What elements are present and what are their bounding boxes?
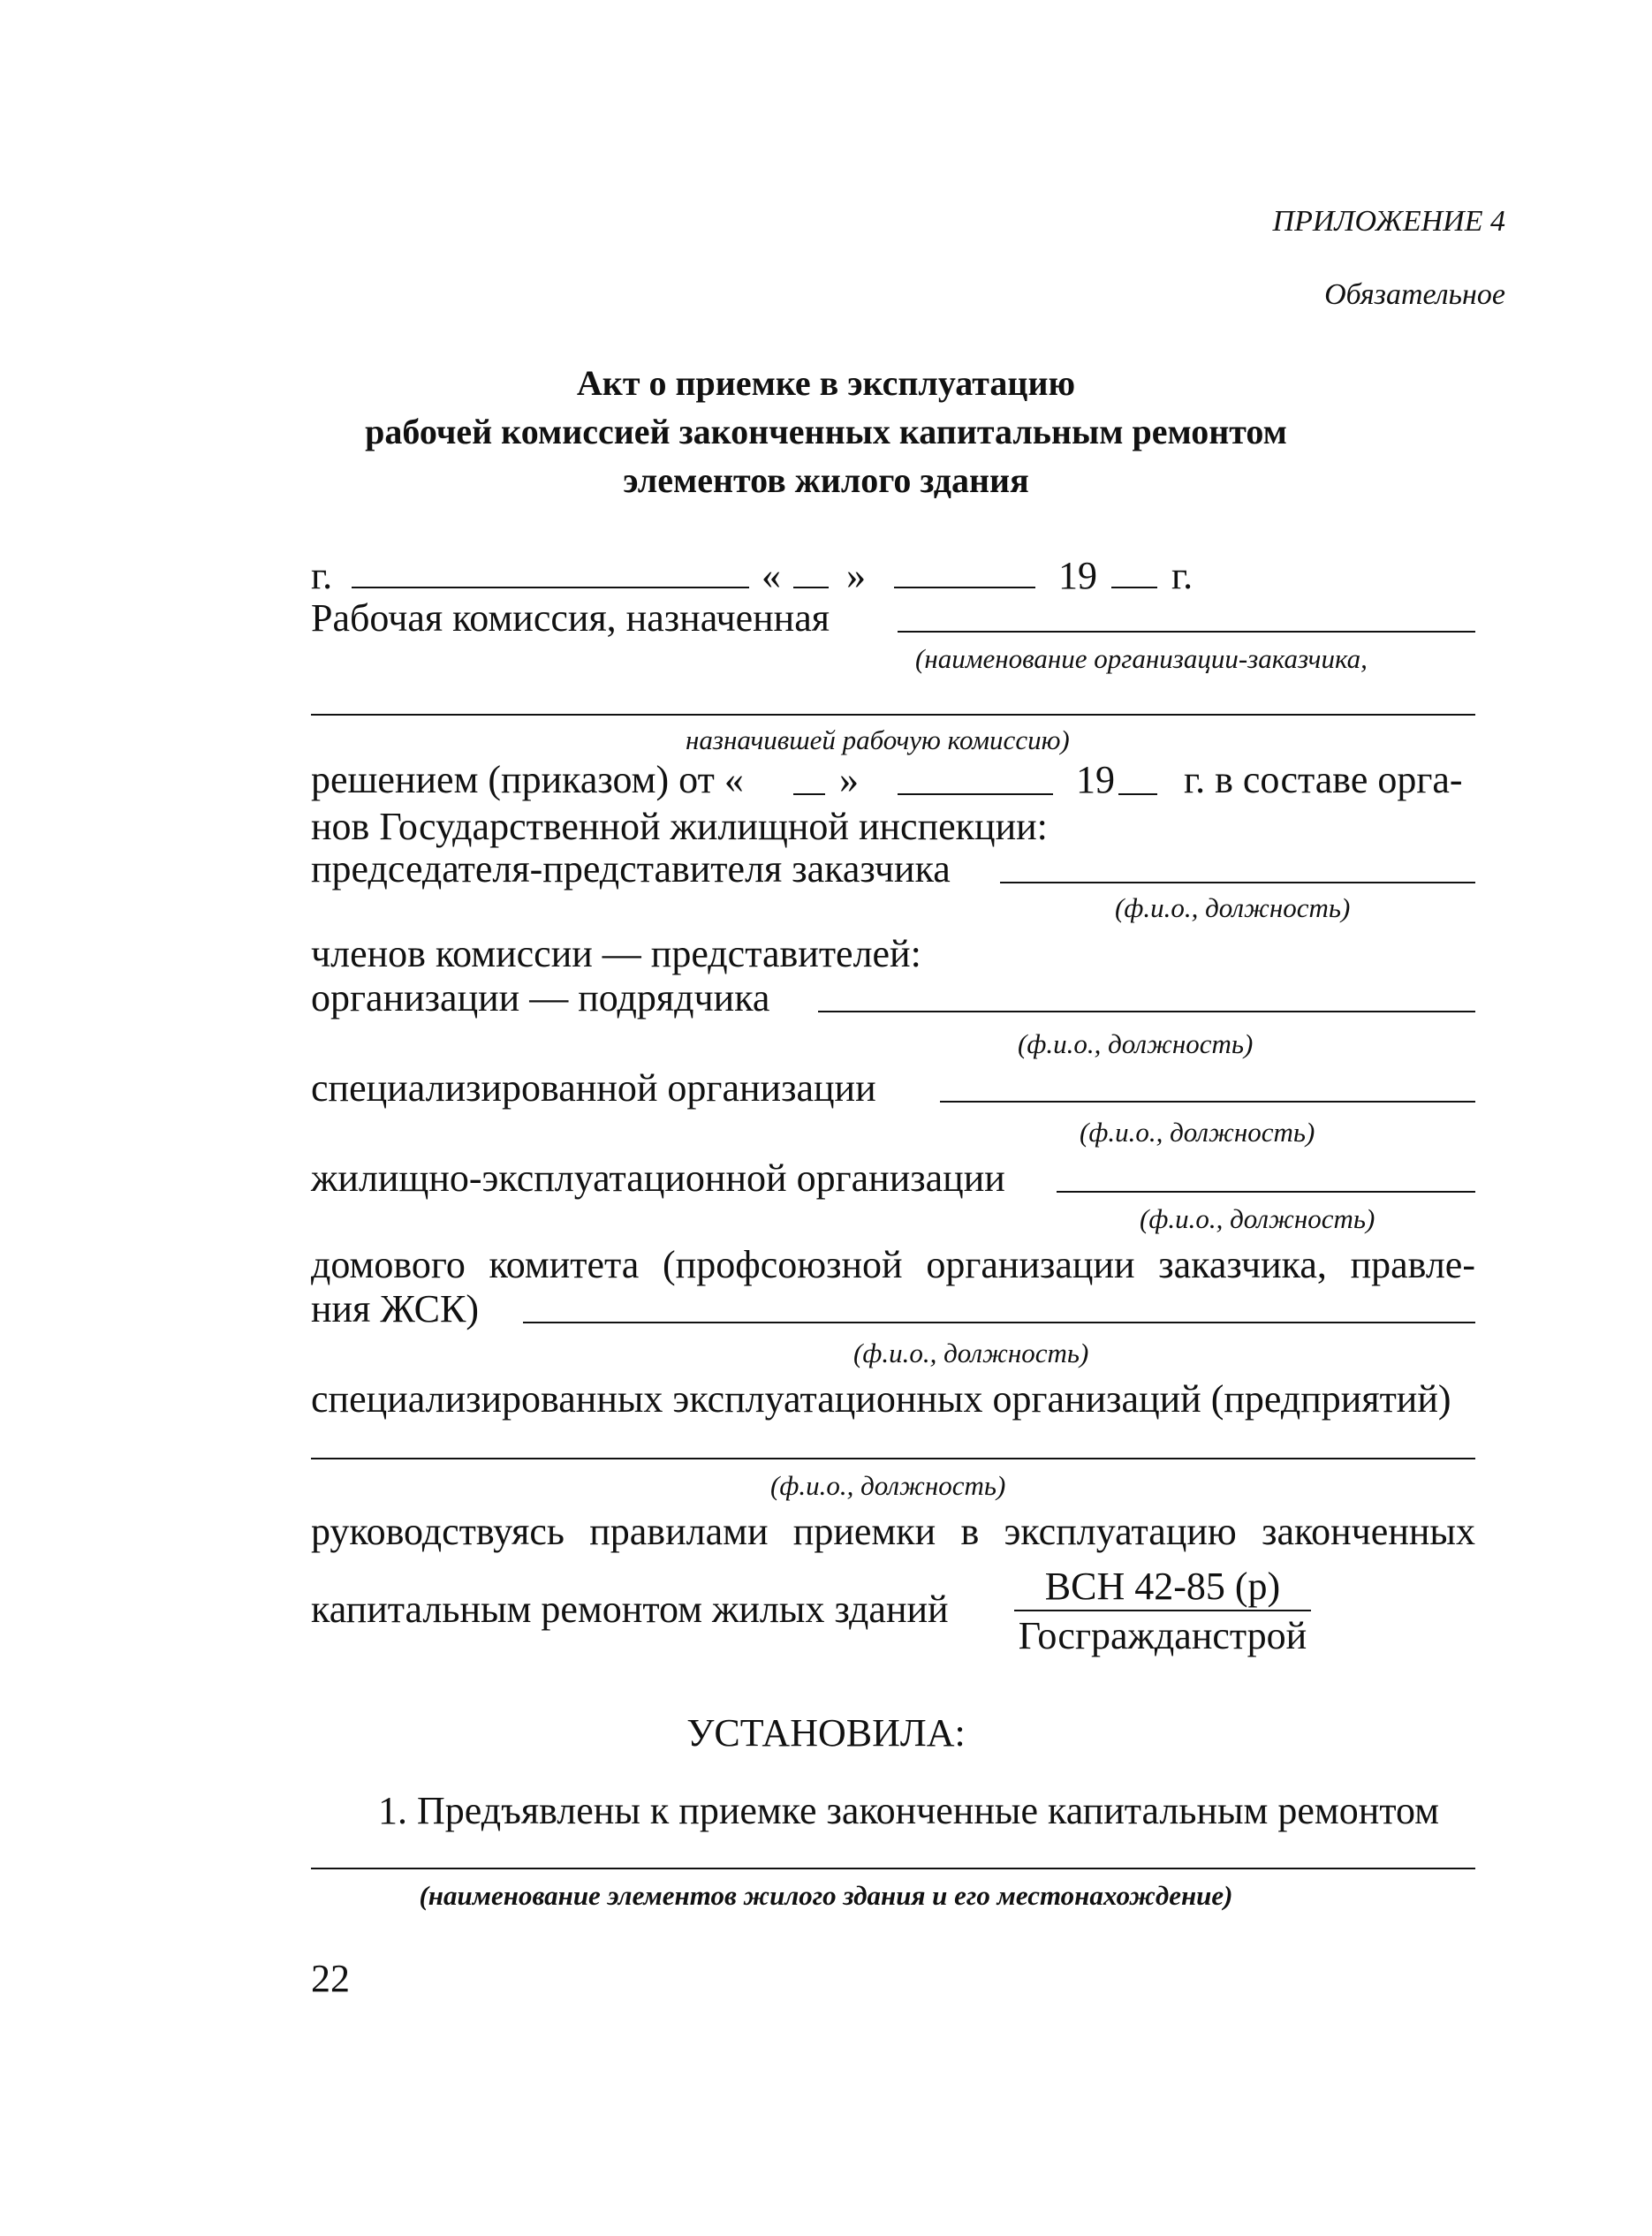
caption-housing: (ф.и.о., должность) bbox=[1140, 1203, 1375, 1234]
caption-customer-org: (наименование организации-заказчика, bbox=[915, 643, 1368, 674]
item-1: 1. Предъявлены к приемке законченные капитальным ремонтом bbox=[378, 1789, 1439, 1832]
city-field[interactable] bbox=[352, 587, 749, 588]
mandatory-label: Обязательное bbox=[1324, 278, 1505, 311]
decision-quote-close: » bbox=[839, 758, 859, 801]
quote-open: « bbox=[762, 554, 781, 597]
specialized-ops-label: специализированных эксплуатационных организаций (предприятий) bbox=[311, 1377, 1451, 1421]
city-prefix: г. bbox=[311, 554, 333, 597]
document-title-line2: рабочей комиссией законченных капитальным ремонтом bbox=[365, 412, 1287, 451]
year-prefix: 19 bbox=[1058, 554, 1097, 597]
chairman-label: председателя-представителя заказчика bbox=[311, 847, 951, 891]
document-title-line3: элементов жилого здания bbox=[623, 460, 1029, 500]
regulation-authority: Госгражданстрой bbox=[1018, 1614, 1307, 1657]
customer-org-field[interactable] bbox=[898, 631, 1475, 633]
caption-chairman: (ф.и.о., должность) bbox=[1115, 892, 1351, 923]
committee-line1: домового комитета (профсоюзной организации заказчика, правле- bbox=[311, 1243, 1475, 1286]
specialized-field[interactable] bbox=[940, 1101, 1475, 1103]
guided-line1: руководствуясь правилами приемки в эксплуатацию законченных bbox=[311, 1510, 1475, 1553]
housing-label: жилищно-эксплуатационной организации bbox=[311, 1156, 1005, 1200]
quote-close: » bbox=[846, 554, 866, 597]
chairman-field[interactable] bbox=[1000, 882, 1475, 883]
caption-contractor: (ф.и.о., должность) bbox=[1018, 1028, 1254, 1059]
year-field[interactable] bbox=[1111, 587, 1157, 588]
guided-line2: капитальным ремонтом жилых зданий bbox=[311, 1588, 949, 1631]
document-title-line1: Акт о приемке в эксплуатацию bbox=[576, 363, 1076, 403]
housing-field[interactable] bbox=[1057, 1191, 1475, 1193]
members-label: членов комиссии — представителей: bbox=[311, 932, 921, 975]
customer-org-field-2[interactable] bbox=[311, 714, 1475, 716]
specialized-label: специализированной организации bbox=[311, 1066, 876, 1110]
caption-elements: (наименование элементов жилого здания и его местонахождение) bbox=[419, 1880, 1233, 1911]
month-field[interactable] bbox=[894, 587, 1035, 588]
decision-rest: г. в составе орга- bbox=[1184, 758, 1463, 801]
committee-field[interactable] bbox=[523, 1322, 1475, 1323]
decision-year-field[interactable] bbox=[1118, 793, 1157, 795]
fraction-bar bbox=[1014, 1610, 1311, 1611]
elements-field[interactable] bbox=[311, 1868, 1475, 1869]
contractor-field[interactable] bbox=[818, 1011, 1475, 1012]
contractor-label: организации — подрядчика bbox=[311, 976, 770, 1019]
caption-specialized: (ф.и.о., должность) bbox=[1080, 1117, 1315, 1148]
decision-line2: нов Государственной жилищной инспекции: bbox=[311, 805, 1048, 848]
committee-line2: ния ЖСК) bbox=[311, 1287, 480, 1330]
caption-specialized-ops: (ф.и.о., должность) bbox=[770, 1470, 1006, 1501]
commission-label: Рабочая комиссия, назначенная bbox=[311, 596, 830, 640]
caption-appointing: назначившей рабочую комиссию) bbox=[686, 724, 1070, 755]
year-suffix: г. bbox=[1171, 554, 1194, 597]
decision-month-field[interactable] bbox=[898, 793, 1053, 795]
established-heading: УСТАНОВИЛА: bbox=[686, 1711, 966, 1755]
specialized-ops-field[interactable] bbox=[311, 1458, 1475, 1459]
decision-year: 19 bbox=[1076, 758, 1115, 801]
caption-committee: (ф.и.о., должность) bbox=[853, 1338, 1089, 1368]
page-number: 22 bbox=[311, 1957, 350, 2000]
decision-start: решением (приказом) от « bbox=[311, 758, 744, 801]
appendix-label: ПРИЛОЖЕНИЕ 4 bbox=[1272, 205, 1505, 238]
regulation-code: ВСН 42-85 (р) bbox=[1044, 1565, 1281, 1608]
day-field[interactable] bbox=[793, 587, 829, 588]
decision-day-field[interactable] bbox=[793, 793, 825, 795]
